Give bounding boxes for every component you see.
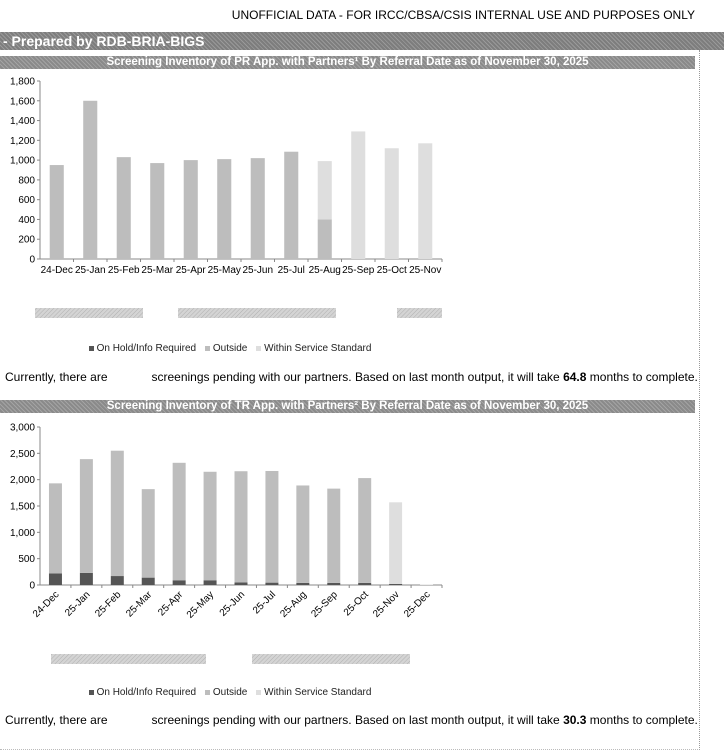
bar-on-hold-25-Feb xyxy=(111,576,124,585)
tr-legend-outside: Outside xyxy=(205,687,247,698)
bar-outside-25-Apr xyxy=(184,160,198,259)
bar-within-25-Nov xyxy=(418,143,432,259)
x-tick-label: 25-Sep xyxy=(342,265,375,276)
y-tick-label: 600 xyxy=(18,195,35,207)
pr-legend xyxy=(0,343,460,354)
pr-months-value: 64.8 xyxy=(563,370,587,384)
x-tick-label: 25-May xyxy=(184,589,217,621)
x-tick-label: 24-Dec xyxy=(40,265,73,276)
bar-outside-25-Feb xyxy=(111,451,124,576)
bar-on-hold-25-May xyxy=(204,580,217,585)
tr-summary: Currently, there are screenings pending with our partners. Based on last month output, it will take 30.3 months to complete. xyxy=(5,713,698,727)
bar-outside-25-May xyxy=(204,472,217,580)
disclaimer-text: UNOFFICIAL DATA - FOR IRCC/CBSA/CSIS INTERNAL USE AND PURPOSES ONLY xyxy=(231,8,695,22)
tr-legend-on-hold: On Hold/Info Required xyxy=(89,687,197,698)
bar-outside-25-Sep xyxy=(327,489,340,583)
bar-outside-25-Jul xyxy=(284,152,298,259)
bar-outside-25-May xyxy=(217,159,231,259)
bar-on-hold-24-Dec xyxy=(49,573,62,585)
y-tick-label: 1,000 xyxy=(9,527,35,539)
legend-swatch-within xyxy=(256,346,261,351)
legend-swatch-outside xyxy=(205,690,210,695)
bar-outside-25-Aug xyxy=(318,219,332,259)
bar-outside-25-Oct xyxy=(358,478,371,583)
y-tick-label: 1,200 xyxy=(9,135,35,147)
x-tick-label: 25-Aug xyxy=(308,265,341,276)
x-tick-label: 25-May xyxy=(207,265,241,276)
x-tick-label: 25-Dec xyxy=(402,589,433,620)
x-tick-label: 25-Jul xyxy=(250,589,279,617)
bar-outside-25-Aug xyxy=(296,485,309,582)
pr-legend-outside: Outside xyxy=(205,343,247,354)
x-tick-label: 25-Jun xyxy=(242,265,274,276)
x-tick-label: 25-Apr xyxy=(156,589,186,619)
x-tick-label: 25-Aug xyxy=(278,589,309,620)
y-tick-label: 500 xyxy=(18,554,35,566)
pr-legend-on-hold: On Hold/Info Required xyxy=(89,343,197,354)
bar-within-25-Sep xyxy=(351,131,365,259)
x-tick-label: 25-Mar xyxy=(141,265,174,276)
x-tick-label: 25-Oct xyxy=(376,265,407,276)
bar-on-hold-25-Jul xyxy=(265,583,278,585)
bar-within-25-Aug xyxy=(318,161,332,219)
legend-swatch-on-hold xyxy=(89,346,94,351)
tr-legend xyxy=(0,687,460,698)
y-tick-label: 1,000 xyxy=(9,155,35,167)
hatched-filter-strip xyxy=(35,308,143,318)
bar-outside-24-Dec xyxy=(49,483,62,573)
x-tick-label: 24-Dec xyxy=(31,589,62,620)
y-tick-label: 2,500 xyxy=(9,448,35,460)
y-tick-label: 1,600 xyxy=(9,96,35,108)
legend-swatch-on-hold xyxy=(89,690,94,695)
y-tick-label: 400 xyxy=(18,214,35,226)
x-tick-label: 25-Nov xyxy=(409,265,442,276)
y-tick-label: 0 xyxy=(29,580,35,592)
hatched-filter-strip xyxy=(397,308,442,318)
x-tick-label: 25-Jun xyxy=(217,589,248,619)
bar-on-hold-25-Apr xyxy=(173,580,186,585)
pr-legend-within: Within Service Standard xyxy=(256,343,371,354)
prepared-by-banner: - Prepared by RDB-BRIA-BIGS xyxy=(0,32,724,50)
tr-legend-within: Within Service Standard xyxy=(256,687,371,698)
tr-months-value: 30.3 xyxy=(563,713,587,727)
bar-outside-24-Dec xyxy=(50,165,64,259)
bar-outside-25-Jan xyxy=(83,101,97,259)
bar-within-25-Dec xyxy=(420,584,433,585)
bar-outside-25-Feb xyxy=(117,157,131,259)
bar-on-hold-25-Nov xyxy=(389,584,402,585)
x-tick-label: 25-Nov xyxy=(371,589,402,620)
y-tick-label: 1,500 xyxy=(9,501,35,513)
bar-outside-25-Jul xyxy=(265,471,278,583)
bar-outside-25-Mar xyxy=(150,163,164,259)
bar-on-hold-25-Oct xyxy=(358,583,371,585)
x-tick-label: 25-Jan xyxy=(63,589,93,619)
bar-outside-25-Apr xyxy=(173,463,186,580)
x-tick-label: 25-Apr xyxy=(175,265,206,276)
bar-within-25-Oct xyxy=(385,148,399,259)
bar-outside-25-Mar xyxy=(142,489,155,577)
y-tick-label: 0 xyxy=(29,254,35,266)
bar-outside-25-Jun xyxy=(235,471,248,582)
bar-on-hold-25-Mar xyxy=(142,578,155,585)
x-tick-label: 25-Feb xyxy=(93,589,124,620)
bar-on-hold-25-Jun xyxy=(235,582,248,585)
x-tick-label: 25-Oct xyxy=(341,589,371,619)
y-tick-label: 1,800 xyxy=(9,76,35,88)
pr-chart-title: Screening Inventory of PR App. with Partners¹ By Referral Date as of November 30, 2025 xyxy=(0,56,695,69)
bar-outside-25-Jun xyxy=(251,158,265,259)
tr-chart-title: Screening Inventory of TR App. with Partners² By Referral Date as of November 30, 2025 xyxy=(0,400,695,413)
y-tick-label: 800 xyxy=(18,175,35,187)
x-tick-label: 25-Mar xyxy=(124,589,155,620)
hatched-filter-strip xyxy=(178,308,336,318)
bar-on-hold-25-Aug xyxy=(296,583,309,585)
bar-on-hold-25-Sep xyxy=(327,583,340,585)
y-tick-label: 3,000 xyxy=(9,422,35,434)
legend-swatch-outside xyxy=(205,346,210,351)
bar-on-hold-25-Jan xyxy=(80,573,93,585)
x-tick-label: 25-Jul xyxy=(277,265,305,276)
pr-chart xyxy=(0,69,460,329)
y-tick-label: 1,400 xyxy=(9,116,35,128)
hatched-filter-strip xyxy=(252,654,410,664)
tr-chart xyxy=(0,413,460,675)
y-tick-label: 2,000 xyxy=(9,475,35,487)
y-tick-label: 200 xyxy=(18,234,35,246)
bar-within-25-Nov xyxy=(389,502,402,584)
x-tick-label: 25-Sep xyxy=(309,589,340,620)
x-tick-label: 25-Feb xyxy=(107,265,140,276)
pr-summary: Currently, there are screenings pending with our partners. Based on last month output, it will take 64.8 months to complete. xyxy=(5,370,698,384)
hatched-filter-strip xyxy=(51,654,206,664)
x-tick-label: 25-Jan xyxy=(74,265,106,276)
bar-outside-25-Jan xyxy=(80,459,93,573)
legend-swatch-within xyxy=(256,690,261,695)
